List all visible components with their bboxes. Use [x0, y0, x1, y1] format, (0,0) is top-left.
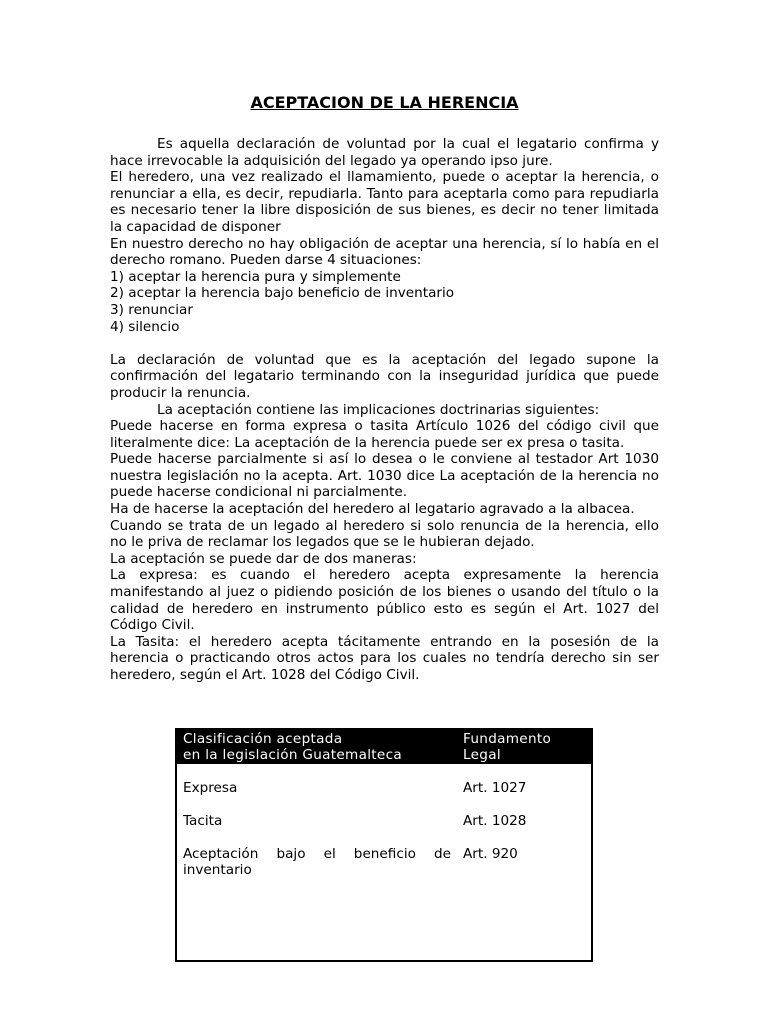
header-classification-line2: en la legislación Guatemalteca — [183, 747, 402, 764]
document-text — [110, 136, 659, 684]
paragraph-expresa: La expresa: es cuando el heredero acepta expresamente la herencia manifestando al juez o pidiendo posición de los bienes o usando del título o la calidad de heredero en instrumento público esto es según el Art. 1027 del Código Civil. — [110, 567, 659, 634]
document-title: ACEPTACION DE LA HERENCIA — [250, 93, 519, 112]
cell-classification: Aceptación bajo el beneficio de inventario — [183, 845, 451, 879]
header-classification-line1: Clasificación aceptada — [183, 731, 343, 747]
list-item: 2) aceptar la herencia bajo beneficio de inventario — [110, 285, 455, 302]
paragraph-albacea: Ha de hacerse la aceptación del heredero al legatario agravado a la albacea. — [110, 501, 635, 518]
header-legal-basis — [457, 730, 591, 764]
table-header — [177, 730, 591, 764]
paragraph-definition: Es aquella declaración de voluntad por la cual el legatario confirma y hace irrevocable la adquisición del legado ya operando ipso jure. — [110, 136, 659, 169]
paragraph-spacer — [110, 335, 659, 352]
paragraph-declaracion: La declaración de voluntad que es la aceptación del legado supone la confirmación del legatario terminando con la inseguridad jurídica que puede producir la renuncia. — [110, 351, 659, 401]
list-item: 4) silencio — [110, 318, 180, 335]
cell-legal-basis: Art. 920 — [463, 845, 518, 862]
paragraph-legado: Cuando se trata de un legado al heredero si solo renuncia de la herencia, ello no le priva de reclamar los legados que se le hubieran dejado. — [110, 517, 659, 551]
table-row — [177, 780, 591, 796]
paragraph-heredero: El heredero, una vez realizado el llamamiento, puede o aceptar la herencia, o renunciar a ella, es decir, repudiarla. Tanto para aceptarla como para repudiarla es necesario tener la libre disposición de sus bienes, es decir no tener limitada la capacidad de disponer — [110, 169, 659, 235]
cell-classification: Tacita — [183, 813, 223, 830]
paragraph-parcialmente: Puede hacerse parcialmente si así lo desea o le conviene al testador Art 1030 nuestra legislación no la acepta. Art. 1030 dice La aceptación de la herencia no puede hacerse condicional ni parcialmente. — [110, 451, 659, 501]
document-body — [110, 93, 659, 684]
classification-table — [175, 728, 593, 962]
table-row — [177, 813, 591, 829]
cell-legal-basis: Art. 1027 — [463, 780, 527, 796]
list-item: 1) aceptar la herencia pura y simplemente — [110, 268, 401, 285]
header-classification — [177, 730, 457, 764]
list-item: 3) renunciar — [110, 301, 193, 318]
paragraph-tasita: La Tasita: el heredero acepta tácitamente entrando en la posesión de la herencia o practicando otros actos para los cuales no tendría derecho sin ser heredero, según el Art. 1028 del Código Civil. — [110, 633, 659, 683]
table-row — [177, 846, 591, 879]
header-legal-basis-line2: Legal — [463, 747, 501, 764]
paragraph-implicaciones: La aceptación contiene las implicaciones doctrinarias siguientes: — [157, 401, 600, 418]
paragraph-maneras: La aceptación se puede dar de dos maneras: — [110, 550, 417, 567]
header-legal-basis-line1: Fundamento — [463, 731, 552, 747]
paragraph-forma-expresa: Puede hacerse en forma expresa o tasita Artículo 1026 del código civil que literalmente dice: La aceptación de la herencia puede ser ex presa o tasita. — [110, 418, 659, 451]
paragraph-derecho: En nuestro derecho no hay obligación de aceptar una herencia, sí lo había en el derecho romano. Pueden darse 4 situaciones: — [110, 235, 659, 269]
cell-legal-basis: Art. 1028 — [463, 813, 527, 830]
cell-classification: Expresa — [183, 780, 238, 796]
